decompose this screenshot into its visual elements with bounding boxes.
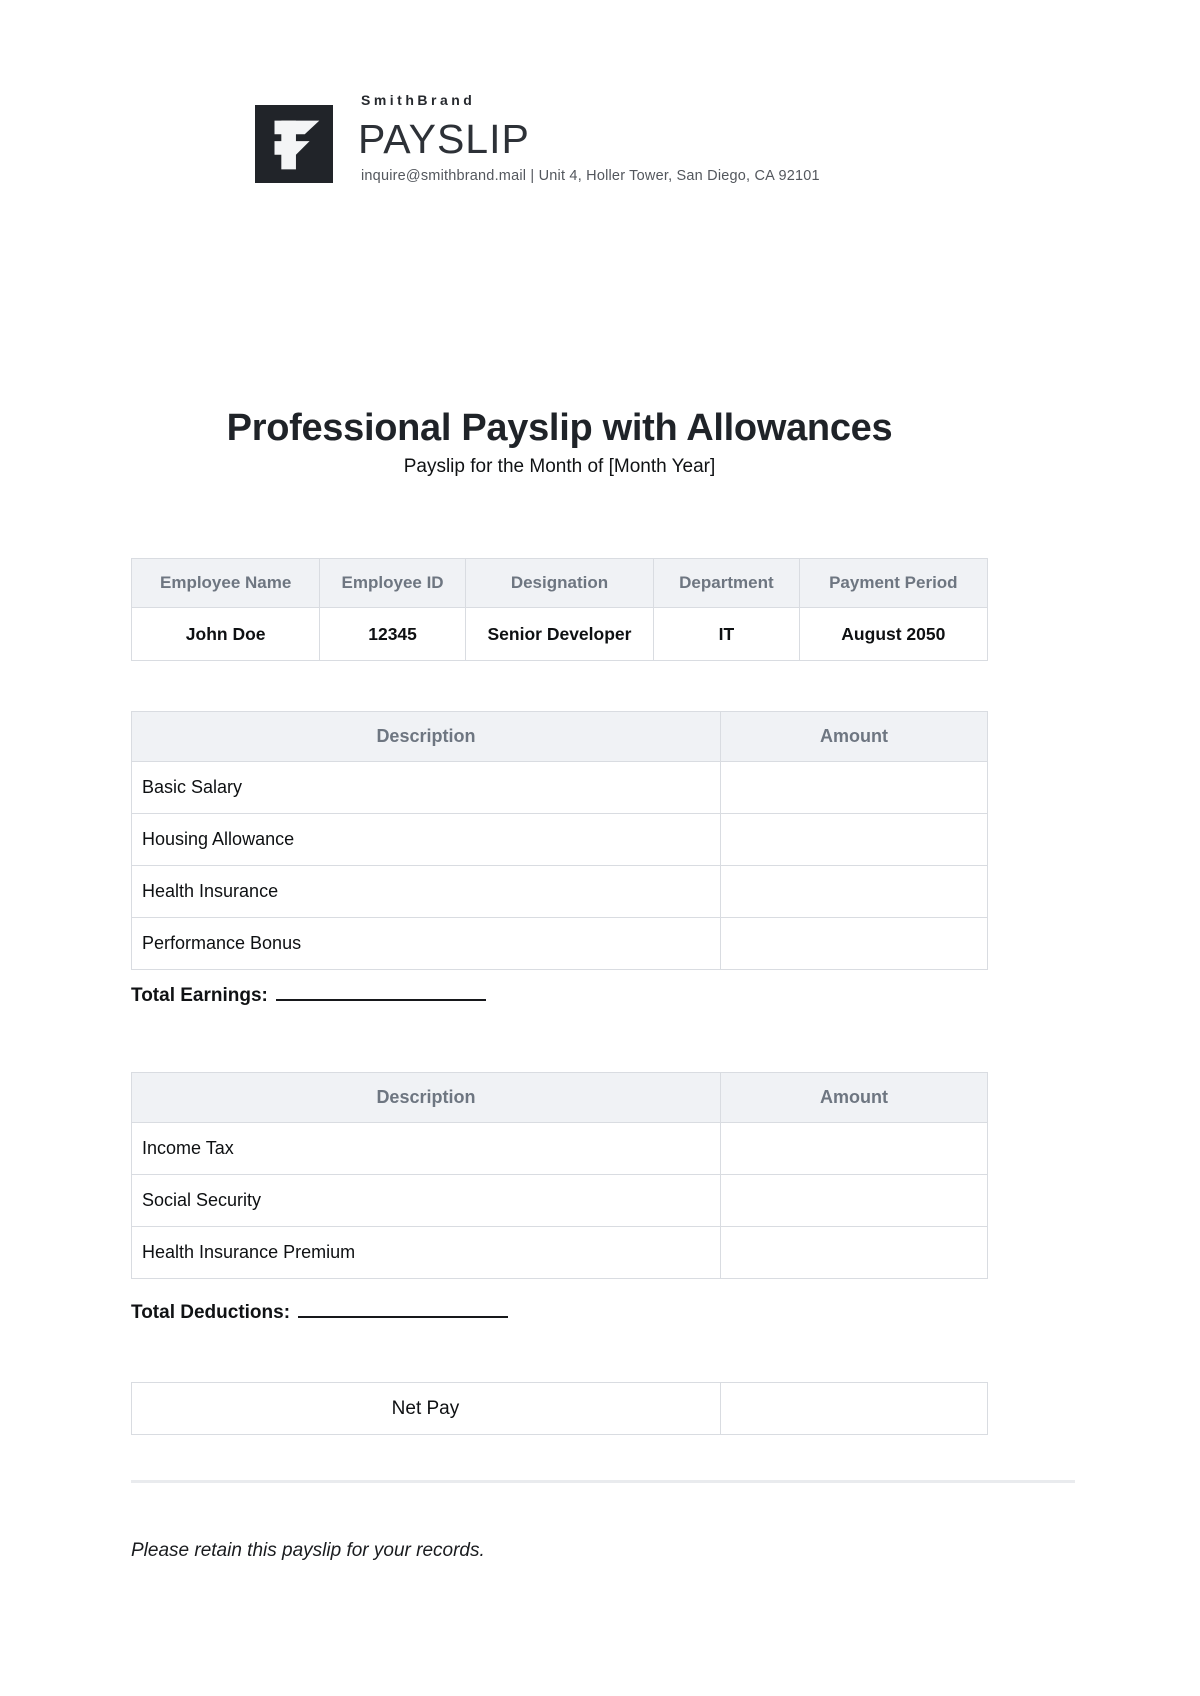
page-subtitle: Payslip for the Month of [Month Year] [403, 456, 716, 477]
earnings-table [131, 711, 988, 970]
deductions-amount [720, 1175, 987, 1227]
earnings-amount-header: Amount [720, 712, 987, 762]
employee-header-row [132, 559, 988, 608]
earnings-row [132, 918, 988, 970]
department-value: IT [654, 608, 800, 661]
total-deductions-label: Total Deductions: [131, 1302, 291, 1323]
header-designation: Designation [465, 559, 653, 608]
deductions-description: Health Insurance Premium [132, 1227, 721, 1279]
earnings-description: Health Insurance [132, 866, 721, 918]
deductions-amount-header: Amount [720, 1073, 987, 1123]
deductions-table [131, 1072, 988, 1279]
deductions-header-row [132, 1073, 988, 1123]
deductions-description: Social Security [132, 1175, 721, 1227]
net-pay-row [132, 1383, 988, 1435]
earnings-amount [720, 762, 987, 814]
earnings-description: Basic Salary [132, 762, 721, 814]
footer-note: Please retain this payslip for your records. [131, 1540, 485, 1561]
earnings-row [132, 762, 988, 814]
net-pay-amount [720, 1383, 987, 1435]
total-deductions-line [131, 1302, 508, 1324]
earnings-description-header: Description [132, 712, 721, 762]
document-type: PAYSLIP [358, 116, 530, 162]
earnings-amount [720, 866, 987, 918]
total-deductions-blank [298, 1302, 508, 1318]
employee-info-table [131, 558, 988, 661]
header-payment-period: Payment Period [799, 559, 987, 608]
brand-name: SmithBrand [361, 92, 476, 108]
deductions-row [132, 1227, 988, 1279]
payment-period-value: August 2050 [799, 608, 987, 661]
net-pay-table [131, 1382, 988, 1435]
deductions-row [132, 1123, 988, 1175]
earnings-row [132, 814, 988, 866]
brand-contact-line: inquire@smithbrand.mail | Unit 4, Holler Tower, San Diego, CA 92101 [361, 168, 820, 184]
total-earnings-line [131, 985, 486, 1007]
earnings-amount [720, 814, 987, 866]
page-title: Professional Payslip with Allowances [226, 407, 893, 449]
employee-name-value: John Doe [132, 608, 320, 661]
header-department: Department [654, 559, 800, 608]
deductions-description: Income Tax [132, 1123, 721, 1175]
brand-logo [255, 105, 333, 183]
designation-value: Senior Developer [465, 608, 653, 661]
net-pay-label: Net Pay [132, 1383, 721, 1435]
deductions-amount [720, 1123, 987, 1175]
deductions-row [132, 1175, 988, 1227]
employee-id-value: 12345 [320, 608, 466, 661]
footer-divider [131, 1480, 1075, 1483]
total-earnings-blank [276, 985, 486, 1001]
brand-logo-glyph [255, 105, 333, 183]
earnings-row [132, 866, 988, 918]
total-earnings-label: Total Earnings: [131, 985, 268, 1006]
earnings-amount [720, 918, 987, 970]
deductions-amount [720, 1227, 987, 1279]
deductions-description-header: Description [132, 1073, 721, 1123]
header-employee-id: Employee ID [320, 559, 466, 608]
earnings-header-row [132, 712, 988, 762]
header-employee-name: Employee Name [132, 559, 320, 608]
earnings-description: Housing Allowance [132, 814, 721, 866]
employee-data-row [132, 608, 988, 661]
earnings-description: Performance Bonus [132, 918, 721, 970]
